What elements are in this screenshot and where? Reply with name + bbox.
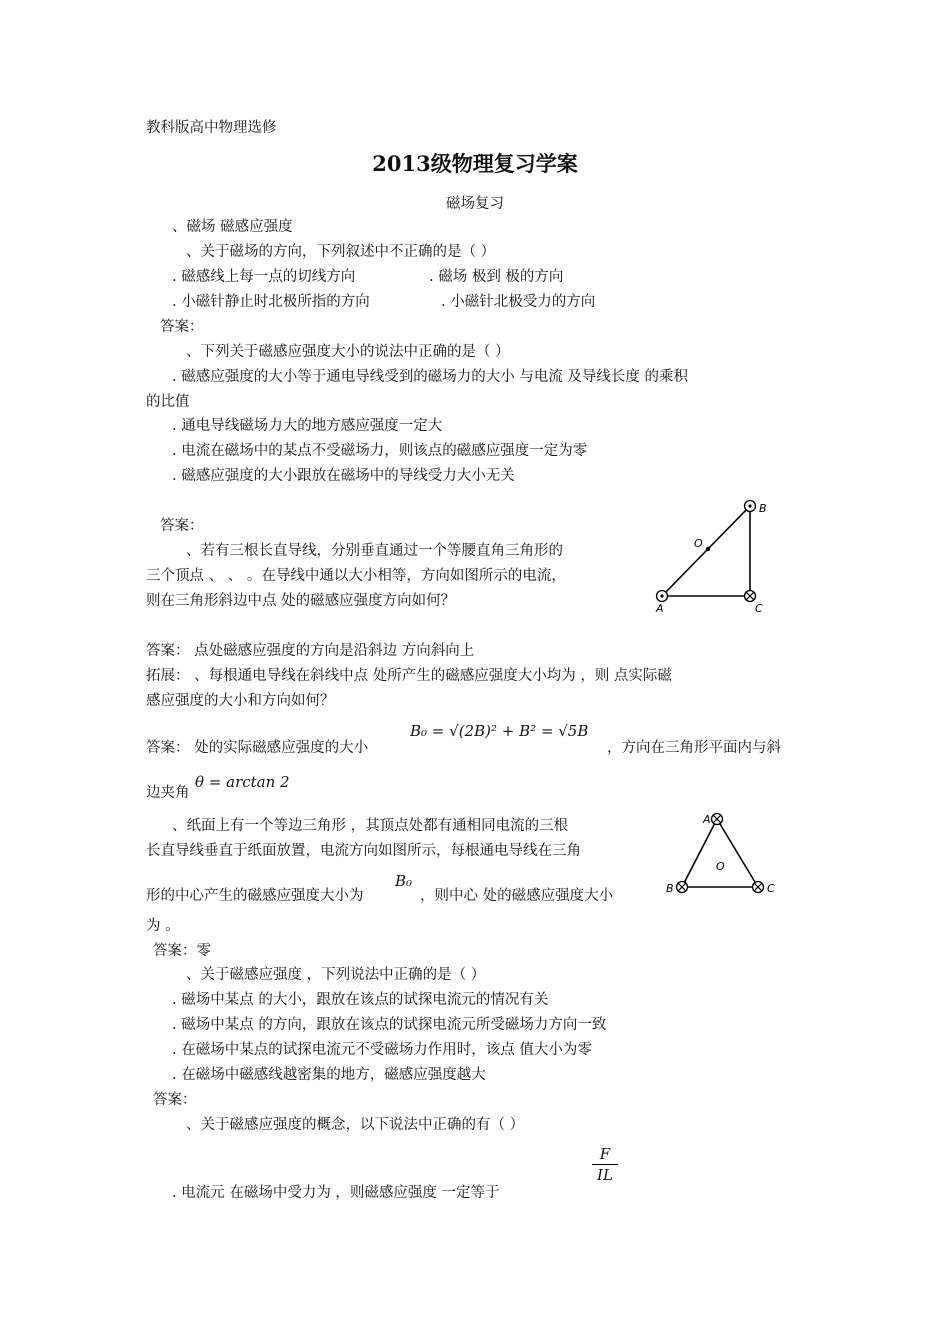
fig1-label-c: C [755, 602, 763, 615]
q4-line3-start: 形的中心产生的磁感应强度大小为 [146, 888, 364, 904]
q6-stem: 、关于磁感应强度的概念，以下说法中正确的有（ ） [186, 1117, 525, 1133]
q2-option-d: . 磁感应强度的大小跟放在磁场中的导线受力大小无关 [172, 468, 515, 484]
q4-line2: 长直导线垂直于纸面放置，电流方向如图所示，每根通电导线在三角 [146, 843, 581, 859]
formula-b0: B₀ = √(2B)² + B² = √5B [410, 722, 589, 740]
q3-answer: 答案： 点处磁感应强度的方向是沿斜边 方向斜向上 [146, 643, 475, 659]
wire-a-cross-icon [712, 814, 723, 825]
q2-option-c: . 电流在磁场中的某点不受磁场力，则该点的磁感应强度一定为零 [172, 443, 588, 459]
q5-answer: 答案： [153, 1092, 197, 1108]
q4-line4: 为 。 [146, 918, 180, 934]
q4-line3-end: ，则中心 处的磁感应强度大小 [420, 888, 614, 904]
q2-stem: 、下列关于磁感应强度大小的说法中正确的是（ ） [186, 344, 510, 360]
q3-line1: 、若有三根长直导线，分别垂直通过一个等腰直角三角形的 [186, 543, 563, 559]
q2-option-b: . 通电导线磁场力大的地方感应强度一定大 [172, 418, 443, 434]
q5-option-a: . 磁场中某点 的大小，跟放在该点的试探电流元的情况有关 [172, 992, 549, 1008]
q1-answer: 答案： [160, 319, 204, 335]
wire-a-dot-icon [657, 591, 668, 602]
q3-answer2-end: ，方向在三角形平面内与斜 [607, 740, 781, 756]
q3-extension-line2: 感应强度的大小和方向如何？ [146, 693, 335, 709]
q2-option-a: . 磁感应强度的大小等于通电导线受到的磁场力的大小 与电流 及导线长度 的乘积 [172, 369, 689, 385]
q3-extension-line1: 拓展： 、每根通电导线在斜线中点 处所产生的磁感应强度大小均为 ，则 点实际磁 [146, 668, 672, 684]
page-title: 2013级物理复习学案 [372, 151, 578, 176]
fig2-label-a: A [703, 813, 711, 826]
q2-option-a-cont: 的比值 [146, 394, 190, 410]
q3-answer2-start: 答案： 处的实际磁感应强度的大小 [146, 740, 369, 756]
q3-line2: 三个顶点 、 、 。在导线中通以大小相等，方向如图所示的电流， [146, 568, 566, 584]
wire-c-cross-icon [745, 591, 756, 602]
symbol-b0: B₀ [395, 872, 413, 890]
section-heading: 、磁场 磁感应强度 [172, 219, 293, 235]
header-text: 教科版高中物理选修 [146, 120, 277, 136]
q1-option-b: . 磁场 极到 极的方向 [429, 269, 564, 285]
q5-stem: 、关于磁感应强度 ，下列说法中正确的是（ ） [186, 967, 486, 983]
page-subtitle: 磁场复习 [446, 196, 504, 212]
fraction-denominator: IL [597, 1166, 613, 1184]
wire-b-dot-icon [745, 501, 756, 512]
right-triangle-figure [638, 496, 770, 616]
fig2-label-c: C [767, 882, 775, 895]
q4-answer: 答案：零 [153, 943, 211, 959]
q6-option-a: . 电流元 在磁场中受力为 ，则磁感应强度 一定等于 [172, 1185, 500, 1201]
q1-option-c: . 小磁针静止时北极所指的方向 [172, 294, 370, 310]
fig2-label-o: O [716, 860, 725, 873]
q4-line1: 、纸面上有一个等边三角形 ，其顶点处都有通相同电流的三根 [172, 818, 569, 834]
q1-option-a: . 磁感线上每一点的切线方向 [172, 269, 356, 285]
formula-theta: θ = arctan 2 [195, 773, 290, 791]
wire-b-cross-icon [677, 882, 688, 893]
q5-option-b: . 磁场中某点 的方向，跟放在该点的试探电流元所受磁场力方向一致 [172, 1017, 607, 1033]
fig1-label-a: A [656, 602, 664, 615]
q3-answer2-angle-label: 边夹角 [146, 785, 190, 801]
q3-line3: 则在三角形斜边中点 处的磁感应强度方向如何？ [146, 593, 456, 609]
fig2-label-b: B [666, 882, 674, 895]
fig1-label-o: O [694, 537, 703, 550]
equilateral-triangle-figure [660, 808, 782, 898]
fraction-f-over-il [592, 1145, 618, 1184]
q1-option-d: . 小磁针北极受力的方向 [441, 294, 596, 310]
fraction-numerator: F [599, 1145, 611, 1163]
wire-c-cross-icon [753, 882, 764, 893]
q5-option-c: . 在磁场中某点的试探电流元不受磁场力作用时，该点 值大小为零 [172, 1042, 592, 1058]
q2-answer: 答案： [160, 518, 204, 534]
q1-stem: 、关于磁场的方向，下列叙述中不正确的是（ ） [186, 244, 496, 260]
q5-option-d: . 在磁场中磁感线越密集的地方，磁感应强度越大 [172, 1067, 486, 1083]
fig1-label-b: B [759, 502, 767, 515]
